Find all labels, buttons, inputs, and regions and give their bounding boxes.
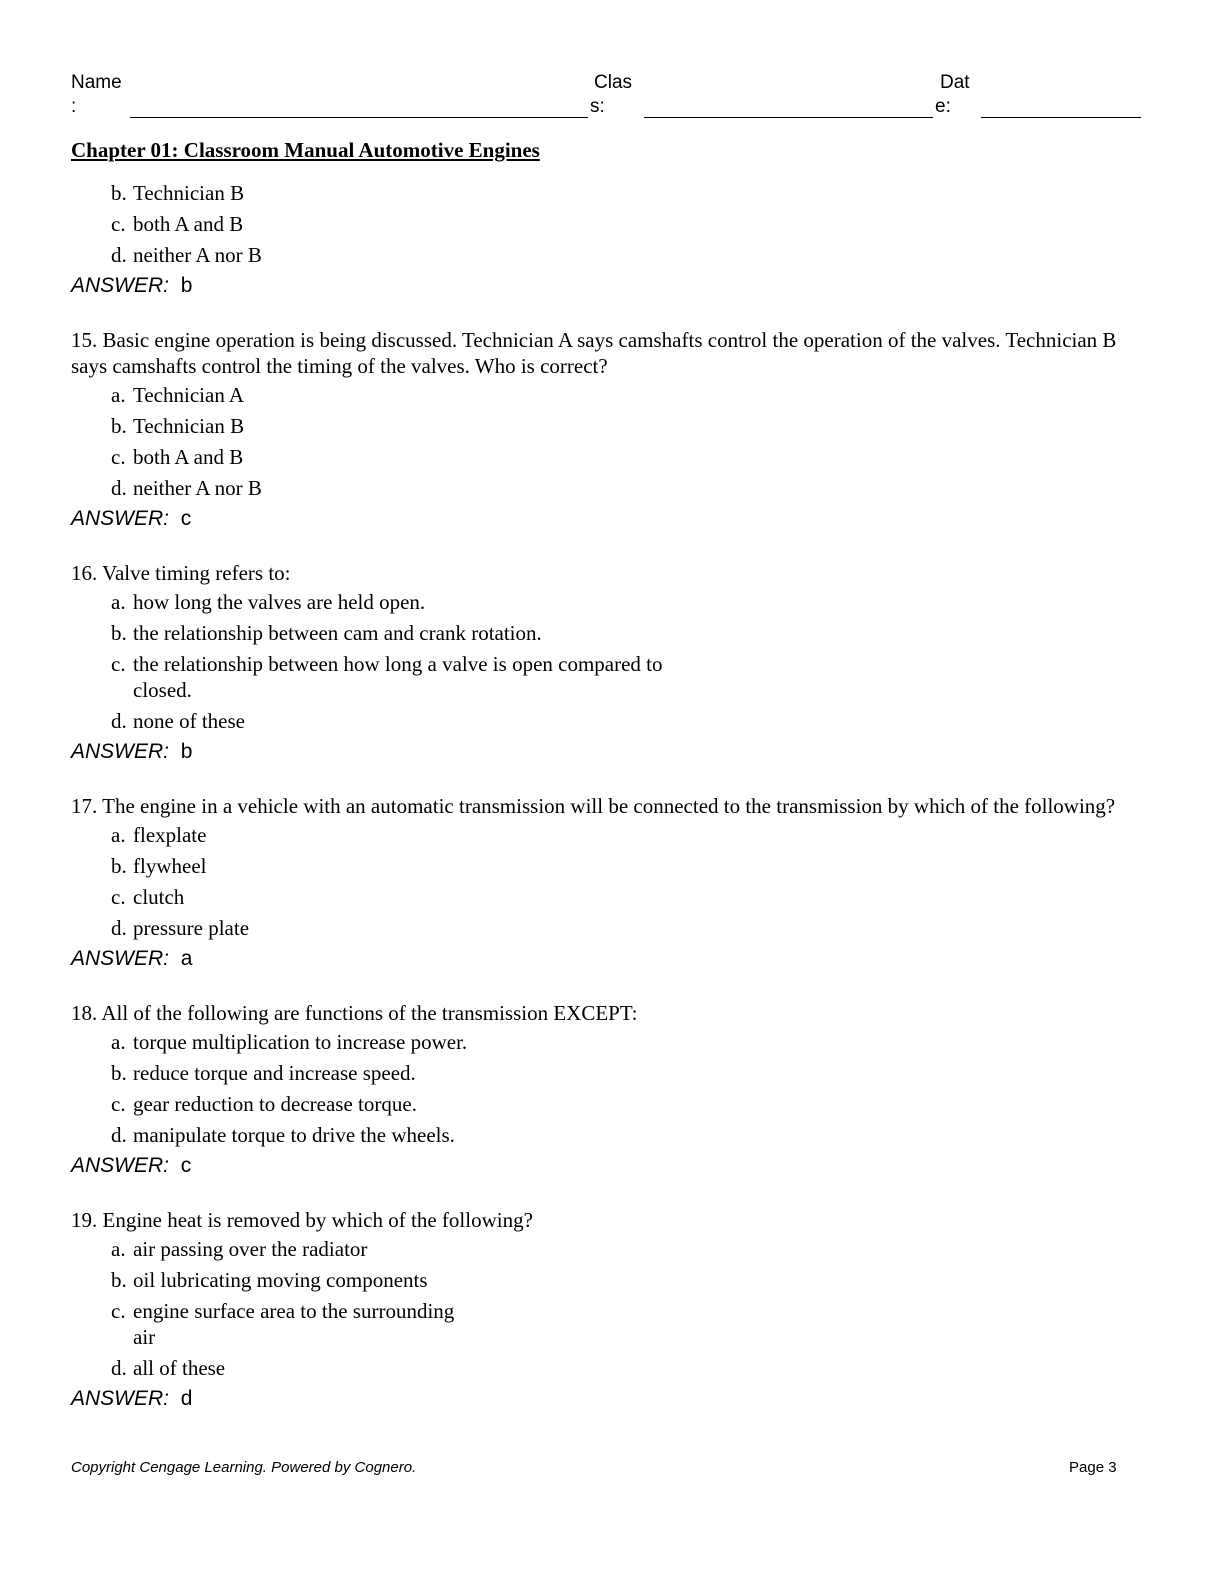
continued-question <box>71 180 1141 299</box>
answer-line: ANSWER: c <box>71 1154 192 1177</box>
date-label-colon: e: <box>935 96 951 117</box>
answer-value: c <box>180 1154 192 1177</box>
option-d: d. all of these <box>111 1356 226 1380</box>
answer-value: d <box>180 1387 193 1410</box>
option-d: d. manipulate torque to drive the wheels. <box>111 1123 455 1147</box>
option-a: a. flexplate <box>111 823 207 847</box>
date-blank-line <box>981 117 1141 118</box>
answer-line: ANSWER: b <box>71 740 193 763</box>
option-b: b. Technician B <box>111 414 245 438</box>
answer-line: ANSWER: a <box>71 947 193 970</box>
option-c: c. both A and B <box>111 445 244 469</box>
question-16 <box>71 560 1141 765</box>
option-d: d. neither A nor B <box>111 476 262 500</box>
option-d: d. pressure plate <box>111 916 250 940</box>
answer-value: b <box>180 274 193 297</box>
class-label: Clas <box>594 72 633 93</box>
option-b: b. oil lubricating moving components <box>111 1268 428 1292</box>
class-field-label <box>590 71 632 119</box>
question-text: 15. Basic engine operation is being discussed. Technician A says camshafts control the operation of the valves. Technician B says camshafts control the timing of the valves. Who is correct? <box>71 328 1117 378</box>
question-text: 19. Engine heat is removed by which of the following? <box>71 1208 533 1232</box>
name-label-colon: : <box>71 96 77 117</box>
class-blank-line <box>644 117 933 118</box>
answer-line: ANSWER: d <box>71 1387 193 1410</box>
answer-line: ANSWER: b <box>71 274 193 297</box>
option-c: c. gear reduction to decrease torque. <box>111 1092 417 1116</box>
option-b: b. Technician B <box>111 181 245 205</box>
date-label: Dat <box>940 72 970 93</box>
option-a: a. Technician A <box>111 383 245 407</box>
copyright-footer: Copyright Cengage Learning. Powered by Cognero. <box>71 1459 417 1476</box>
class-label-colon: s: <box>590 96 605 117</box>
page-number: Page 3 <box>1069 1459 1117 1476</box>
question-17 <box>71 793 1141 972</box>
question-text: 18. All of the following are functions of the transmission EXCEPT: <box>71 1001 638 1025</box>
name-label: Name <box>71 72 122 93</box>
option-c: c. engine surface area to the surrounding air <box>111 1299 455 1349</box>
option-b: b. flywheel <box>111 854 207 878</box>
option-c: c. clutch <box>111 885 185 909</box>
answer-value: c <box>180 507 192 530</box>
question-15 <box>71 327 1141 532</box>
option-a: a. torque multiplication to increase power. <box>111 1030 468 1054</box>
question-text: 16. Valve timing refers to: <box>71 561 291 585</box>
question-text: 17. The engine in a vehicle with an automatic transmission will be connected to the transmission by which of the following? <box>71 794 1116 818</box>
option-a: a. air passing over the radiator <box>111 1237 368 1261</box>
option-c: c. the relationship between how long a valve is open compared to closed. <box>111 652 663 702</box>
answer-line: ANSWER: c <box>71 507 192 530</box>
option-b: b. the relationship between cam and crank rotation. <box>111 621 542 645</box>
answer-value: a <box>180 947 193 970</box>
option-d: d. none of these <box>111 709 245 733</box>
question-18 <box>71 1000 1141 1179</box>
option-c: c. both A and B <box>111 212 244 236</box>
answer-value: b <box>180 740 193 763</box>
option-d: d. neither A nor B <box>111 243 262 267</box>
chapter-title: Chapter 01: Classroom Manual Automotive Engines <box>71 138 540 162</box>
option-b: b. reduce torque and increase speed. <box>111 1061 416 1085</box>
date-field-label <box>935 71 970 119</box>
name-blank-line <box>130 117 588 118</box>
question-19 <box>71 1207 1141 1412</box>
name-field-label <box>71 71 122 119</box>
question-list <box>71 180 1141 1412</box>
option-a: a. how long the valves are held open. <box>111 590 426 614</box>
